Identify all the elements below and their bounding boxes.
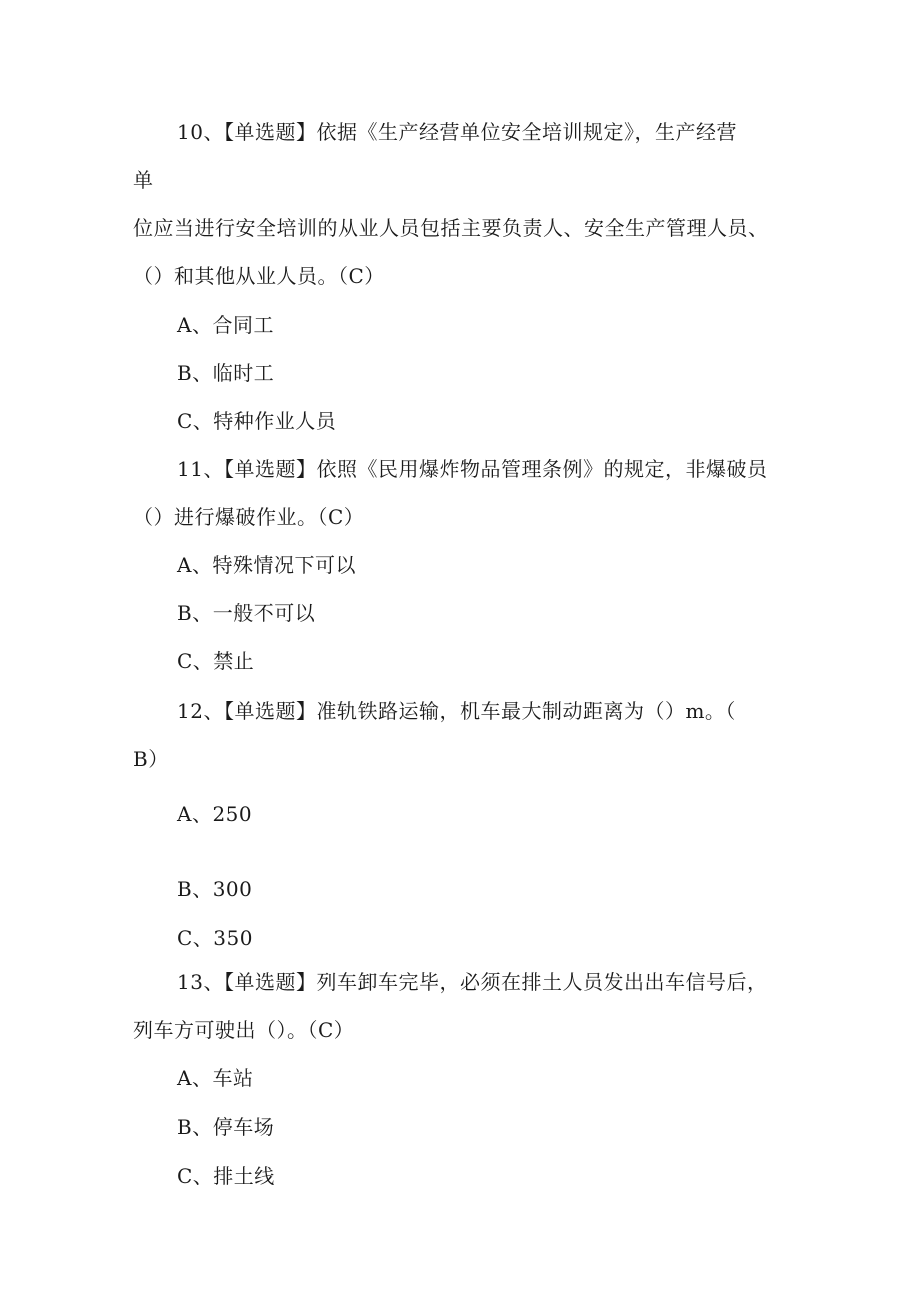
- question-13-line-1: 13、【单选题】列车卸车完毕，必须在排土人员发出出车信号后，: [177, 970, 768, 994]
- question-12-line-1: 12、【单选题】准轨铁路运输，机车最大制动距离为（）m。（: [177, 699, 736, 723]
- question-12-option-b: B、300: [177, 877, 253, 901]
- question-13-option-b: B、停车场: [177, 1115, 275, 1139]
- question-11-option-b: B、一般不可以: [177, 601, 316, 625]
- question-13-line-2: 列车方可驶出（）。（C）: [133, 1018, 355, 1042]
- question-12-option-a: A、250: [177, 802, 253, 826]
- question-12-line-2: B）: [133, 747, 169, 771]
- question-10-line-3: 位应当进行安全培训的从业人员包括主要负责人、安全生产管理人员、: [133, 216, 769, 240]
- question-11-option-a: A、特殊情况下可以: [177, 553, 356, 577]
- question-10-line-2: 单: [133, 168, 154, 192]
- question-10-option-c: C、特种作业人员: [177, 409, 337, 433]
- question-12-option-c: C、350: [177, 926, 253, 950]
- question-10-line-1: 10、【单选题】依据《生产经营单位安全培训规定》，生产经营: [177, 120, 737, 144]
- question-10-option-a: A、合同工: [177, 313, 274, 337]
- question-13-option-a: A、车站: [177, 1066, 254, 1090]
- question-11-option-c: C、禁止: [177, 649, 255, 673]
- question-13-option-c: C、排土线: [177, 1164, 275, 1188]
- question-10-option-b: B、临时工: [177, 361, 275, 385]
- question-11-line-2: （）进行爆破作业。（C）: [133, 505, 365, 529]
- question-11-line-1: 11、【单选题】依照《民用爆炸物品管理条例》的规定，非爆破员: [177, 457, 768, 481]
- question-10-line-4: （）和其他从业人员。（C）: [133, 264, 385, 288]
